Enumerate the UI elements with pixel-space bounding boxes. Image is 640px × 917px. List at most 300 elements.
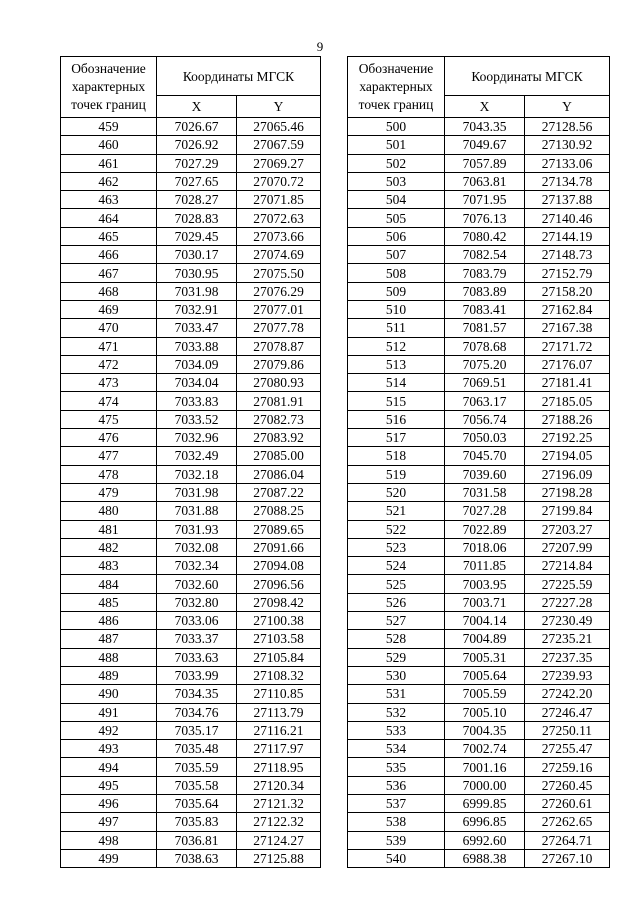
x-coordinate-cell: 7045.70 <box>445 447 525 465</box>
x-coordinate-cell: 7005.31 <box>445 648 525 666</box>
table-row <box>348 831 610 849</box>
x-coordinate-cell: 7026.67 <box>157 118 237 136</box>
x-coordinate-cell: 7035.48 <box>157 740 237 758</box>
y-coordinate-cell: 27124.27 <box>237 831 321 849</box>
table-row <box>61 520 321 538</box>
table-row <box>61 429 321 447</box>
x-coordinate-cell: 7002.74 <box>445 740 525 758</box>
point-id-cell: 497 <box>61 813 157 831</box>
point-id-cell: 484 <box>61 575 157 593</box>
y-coordinate-cell: 27188.26 <box>525 410 610 428</box>
point-id-cell: 501 <box>348 136 445 154</box>
point-id-cell: 493 <box>61 740 157 758</box>
table-row <box>61 246 321 264</box>
point-id-cell: 518 <box>348 447 445 465</box>
point-id-cell: 503 <box>348 172 445 190</box>
y-coordinate-cell: 27133.06 <box>525 154 610 172</box>
table-row <box>61 465 321 483</box>
point-id-cell: 467 <box>61 264 157 282</box>
point-id-cell: 483 <box>61 557 157 575</box>
table-row <box>348 374 610 392</box>
table-row <box>348 612 610 630</box>
table-row <box>61 831 321 849</box>
table-row <box>348 813 610 831</box>
x-coordinate-cell: 7035.17 <box>157 721 237 739</box>
table-row <box>61 648 321 666</box>
point-id-cell: 508 <box>348 264 445 282</box>
x-coordinate-cell: 6996.85 <box>445 813 525 831</box>
y-coordinate-cell: 27199.84 <box>525 502 610 520</box>
y-coordinate-cell: 27105.84 <box>237 648 321 666</box>
point-id-cell: 538 <box>348 813 445 831</box>
point-id-cell: 510 <box>348 300 445 318</box>
y-coordinate-cell: 27070.72 <box>237 172 321 190</box>
x-coordinate-cell: 7032.96 <box>157 429 237 447</box>
table-row <box>348 666 610 684</box>
point-id-cell: 500 <box>348 118 445 136</box>
table-row <box>348 172 610 190</box>
x-coordinate-cell: 7005.59 <box>445 685 525 703</box>
table-row <box>348 337 610 355</box>
table-row <box>61 374 321 392</box>
point-id-cell: 465 <box>61 227 157 245</box>
x-coordinate-cell: 7071.95 <box>445 191 525 209</box>
x-coordinate-cell: 7035.64 <box>157 794 237 812</box>
x-coordinate-cell: 7069.51 <box>445 374 525 392</box>
y-coordinate-cell: 27075.50 <box>237 264 321 282</box>
header-y-label: Y <box>525 96 610 118</box>
point-id-cell: 512 <box>348 337 445 355</box>
x-coordinate-cell: 7033.06 <box>157 612 237 630</box>
y-coordinate-cell: 27214.84 <box>525 557 610 575</box>
point-id-cell: 472 <box>61 355 157 373</box>
point-id-cell: 482 <box>61 538 157 556</box>
point-id-cell: 504 <box>348 191 445 209</box>
x-coordinate-cell: 7031.98 <box>157 282 237 300</box>
y-coordinate-cell: 27137.88 <box>525 191 610 209</box>
y-coordinate-cell: 27120.34 <box>237 776 321 794</box>
table-row <box>61 721 321 739</box>
y-coordinate-cell: 27096.56 <box>237 575 321 593</box>
table-row <box>61 191 321 209</box>
table-row <box>348 593 610 611</box>
y-coordinate-cell: 27130.92 <box>525 136 610 154</box>
table-row <box>61 136 321 154</box>
x-coordinate-cell: 7076.13 <box>445 209 525 227</box>
x-coordinate-cell: 7004.89 <box>445 630 525 648</box>
y-coordinate-cell: 27094.08 <box>237 557 321 575</box>
table-row <box>61 154 321 172</box>
y-coordinate-cell: 27255.47 <box>525 740 610 758</box>
table-row <box>61 849 321 867</box>
table-row <box>348 557 610 575</box>
point-id-cell: 495 <box>61 776 157 794</box>
y-coordinate-cell: 27085.00 <box>237 447 321 465</box>
y-coordinate-cell: 27242.20 <box>525 685 610 703</box>
point-id-cell: 532 <box>348 703 445 721</box>
x-coordinate-cell: 7031.98 <box>157 483 237 501</box>
table-row <box>348 300 610 318</box>
x-coordinate-cell: 7026.92 <box>157 136 237 154</box>
y-coordinate-cell: 27086.04 <box>237 465 321 483</box>
x-coordinate-cell: 7027.65 <box>157 172 237 190</box>
x-coordinate-cell: 7038.63 <box>157 849 237 867</box>
y-coordinate-cell: 27081.91 <box>237 392 321 410</box>
y-coordinate-cell: 27260.61 <box>525 794 610 812</box>
y-coordinate-cell: 27140.46 <box>525 209 610 227</box>
table-row <box>348 483 610 501</box>
y-coordinate-cell: 27080.93 <box>237 374 321 392</box>
point-id-cell: 516 <box>348 410 445 428</box>
y-coordinate-cell: 27088.25 <box>237 502 321 520</box>
point-id-cell: 489 <box>61 666 157 684</box>
y-coordinate-cell: 27262.65 <box>525 813 610 831</box>
table-row <box>61 630 321 648</box>
point-id-cell: 533 <box>348 721 445 739</box>
y-coordinate-cell: 27079.86 <box>237 355 321 373</box>
x-coordinate-cell: 7036.81 <box>157 831 237 849</box>
point-id-cell: 498 <box>61 831 157 849</box>
point-id-cell: 507 <box>348 246 445 264</box>
y-coordinate-cell: 27239.93 <box>525 666 610 684</box>
point-id-cell: 480 <box>61 502 157 520</box>
table-row <box>61 227 321 245</box>
x-coordinate-cell: 7035.83 <box>157 813 237 831</box>
point-id-cell: 460 <box>61 136 157 154</box>
point-id-cell: 522 <box>348 520 445 538</box>
y-coordinate-cell: 27176.07 <box>525 355 610 373</box>
point-id-cell: 502 <box>348 154 445 172</box>
y-coordinate-cell: 27077.01 <box>237 300 321 318</box>
point-id-cell: 534 <box>348 740 445 758</box>
x-coordinate-cell: 7033.37 <box>157 630 237 648</box>
table-row <box>61 575 321 593</box>
y-coordinate-cell: 27113.79 <box>237 703 321 721</box>
header-x-label: X <box>445 96 525 118</box>
table-row <box>348 191 610 209</box>
x-coordinate-cell: 7083.89 <box>445 282 525 300</box>
x-coordinate-cell: 7039.60 <box>445 465 525 483</box>
point-id-cell: 523 <box>348 538 445 556</box>
point-id-cell: 463 <box>61 191 157 209</box>
point-id-cell: 506 <box>348 227 445 245</box>
x-coordinate-cell: 7035.59 <box>157 758 237 776</box>
table-row <box>61 118 321 136</box>
x-coordinate-cell: 7004.35 <box>445 721 525 739</box>
table-row <box>61 758 321 776</box>
x-coordinate-cell: 7080.42 <box>445 227 525 245</box>
y-coordinate-cell: 27098.42 <box>237 593 321 611</box>
point-id-cell: 477 <box>61 447 157 465</box>
x-coordinate-cell: 7083.79 <box>445 264 525 282</box>
point-id-cell: 531 <box>348 685 445 703</box>
x-coordinate-cell: 7033.83 <box>157 392 237 410</box>
table-row <box>348 575 610 593</box>
y-coordinate-cell: 27071.85 <box>237 191 321 209</box>
table-row <box>348 392 610 410</box>
table-row <box>348 740 610 758</box>
table-row <box>348 154 610 172</box>
table-row <box>348 520 610 538</box>
point-id-cell: 470 <box>61 319 157 337</box>
header-y-label: Y <box>237 96 321 118</box>
point-id-cell: 540 <box>348 849 445 867</box>
table-row <box>348 703 610 721</box>
y-coordinate-cell: 27225.59 <box>525 575 610 593</box>
x-coordinate-cell: 7028.83 <box>157 209 237 227</box>
y-coordinate-cell: 27185.05 <box>525 392 610 410</box>
x-coordinate-cell: 7034.35 <box>157 685 237 703</box>
x-coordinate-cell: 7005.10 <box>445 703 525 721</box>
y-coordinate-cell: 27148.73 <box>525 246 610 264</box>
y-coordinate-cell: 27087.22 <box>237 483 321 501</box>
point-id-cell: 464 <box>61 209 157 227</box>
point-id-cell: 519 <box>348 465 445 483</box>
table-row <box>348 685 610 703</box>
x-coordinate-cell: 7032.08 <box>157 538 237 556</box>
x-coordinate-cell: 7063.81 <box>445 172 525 190</box>
y-coordinate-cell: 27076.29 <box>237 282 321 300</box>
table-row <box>348 118 610 136</box>
point-id-cell: 471 <box>61 337 157 355</box>
point-id-cell: 499 <box>61 849 157 867</box>
y-coordinate-cell: 27116.21 <box>237 721 321 739</box>
point-id-cell: 492 <box>61 721 157 739</box>
header-point-label: Обозначение характерных точек границ <box>348 57 445 118</box>
table-row <box>61 538 321 556</box>
x-coordinate-cell: 7032.34 <box>157 557 237 575</box>
y-coordinate-cell: 27207.99 <box>525 538 610 556</box>
table-row <box>348 776 610 794</box>
point-id-cell: 491 <box>61 703 157 721</box>
table-row <box>348 264 610 282</box>
point-id-cell: 478 <box>61 465 157 483</box>
y-coordinate-cell: 27250.11 <box>525 721 610 739</box>
x-coordinate-cell: 6992.60 <box>445 831 525 849</box>
point-id-cell: 473 <box>61 374 157 392</box>
y-coordinate-cell: 27128.56 <box>525 118 610 136</box>
x-coordinate-cell: 7004.14 <box>445 612 525 630</box>
y-coordinate-cell: 27122.32 <box>237 813 321 831</box>
y-coordinate-cell: 27196.09 <box>525 465 610 483</box>
y-coordinate-cell: 27110.85 <box>237 685 321 703</box>
y-coordinate-cell: 27246.47 <box>525 703 610 721</box>
x-coordinate-cell: 7000.00 <box>445 776 525 794</box>
y-coordinate-cell: 27073.66 <box>237 227 321 245</box>
point-id-cell: 485 <box>61 593 157 611</box>
x-coordinate-cell: 7003.95 <box>445 575 525 593</box>
table-row <box>61 612 321 630</box>
table-row <box>61 447 321 465</box>
table-row <box>61 300 321 318</box>
x-coordinate-cell: 6988.38 <box>445 849 525 867</box>
y-coordinate-cell: 27230.49 <box>525 612 610 630</box>
x-coordinate-cell: 7032.91 <box>157 300 237 318</box>
point-id-cell: 496 <box>61 794 157 812</box>
y-coordinate-cell: 27171.72 <box>525 337 610 355</box>
x-coordinate-cell: 7034.09 <box>157 355 237 373</box>
point-id-cell: 505 <box>348 209 445 227</box>
x-coordinate-cell: 7001.16 <box>445 758 525 776</box>
y-coordinate-cell: 27089.65 <box>237 520 321 538</box>
x-coordinate-cell: 7003.71 <box>445 593 525 611</box>
point-id-cell: 515 <box>348 392 445 410</box>
table-row <box>348 447 610 465</box>
y-coordinate-cell: 27134.78 <box>525 172 610 190</box>
y-coordinate-cell: 27144.19 <box>525 227 610 245</box>
table-row <box>348 758 610 776</box>
point-id-cell: 527 <box>348 612 445 630</box>
table-row <box>348 794 610 812</box>
point-id-cell: 479 <box>61 483 157 501</box>
table-row <box>348 227 610 245</box>
page-number: 9 <box>316 39 324 54</box>
point-id-cell: 487 <box>61 630 157 648</box>
table-row <box>61 209 321 227</box>
x-coordinate-cell: 7049.67 <box>445 136 525 154</box>
y-coordinate-cell: 27237.35 <box>525 648 610 666</box>
x-coordinate-cell: 7033.99 <box>157 666 237 684</box>
point-id-cell: 468 <box>61 282 157 300</box>
y-coordinate-cell: 27198.28 <box>525 483 610 501</box>
x-coordinate-cell: 7035.58 <box>157 776 237 794</box>
y-coordinate-cell: 27235.21 <box>525 630 610 648</box>
point-id-cell: 469 <box>61 300 157 318</box>
y-coordinate-cell: 27158.20 <box>525 282 610 300</box>
y-coordinate-cell: 27167.38 <box>525 319 610 337</box>
point-id-cell: 520 <box>348 483 445 501</box>
y-coordinate-cell: 27083.92 <box>237 429 321 447</box>
header-x-label: X <box>157 96 237 118</box>
point-id-cell: 488 <box>61 648 157 666</box>
x-coordinate-cell: 7011.85 <box>445 557 525 575</box>
point-id-cell: 474 <box>61 392 157 410</box>
header-point-label: Обозначение характерных точек границ <box>61 57 157 118</box>
table-row <box>348 849 610 867</box>
y-coordinate-cell: 27181.41 <box>525 374 610 392</box>
x-coordinate-cell: 7057.89 <box>445 154 525 172</box>
point-id-cell: 539 <box>348 831 445 849</box>
table-row <box>61 172 321 190</box>
x-coordinate-cell: 7033.52 <box>157 410 237 428</box>
table-row <box>61 557 321 575</box>
point-id-cell: 486 <box>61 612 157 630</box>
x-coordinate-cell: 7032.60 <box>157 575 237 593</box>
y-coordinate-cell: 27103.58 <box>237 630 321 648</box>
point-id-cell: 517 <box>348 429 445 447</box>
table-row <box>61 776 321 794</box>
table-row <box>348 246 610 264</box>
x-coordinate-cell: 7033.88 <box>157 337 237 355</box>
table-row <box>61 319 321 337</box>
table-row <box>61 355 321 373</box>
y-coordinate-cell: 27078.87 <box>237 337 321 355</box>
y-coordinate-cell: 27194.05 <box>525 447 610 465</box>
y-coordinate-cell: 27082.73 <box>237 410 321 428</box>
x-coordinate-cell: 7030.17 <box>157 246 237 264</box>
table-row <box>348 630 610 648</box>
table-row <box>61 813 321 831</box>
point-id-cell: 462 <box>61 172 157 190</box>
point-id-cell: 529 <box>348 648 445 666</box>
y-coordinate-cell: 27100.38 <box>237 612 321 630</box>
x-coordinate-cell: 7031.58 <box>445 483 525 501</box>
x-coordinate-cell: 7028.27 <box>157 191 237 209</box>
y-coordinate-cell: 27118.95 <box>237 758 321 776</box>
x-coordinate-cell: 7083.41 <box>445 300 525 318</box>
x-coordinate-cell: 7031.88 <box>157 502 237 520</box>
y-coordinate-cell: 27264.71 <box>525 831 610 849</box>
table-row <box>348 465 610 483</box>
x-coordinate-cell: 7063.17 <box>445 392 525 410</box>
table-row <box>61 483 321 501</box>
x-coordinate-cell: 7082.54 <box>445 246 525 264</box>
table-row <box>348 429 610 447</box>
point-id-cell: 475 <box>61 410 157 428</box>
table-row <box>348 355 610 373</box>
x-coordinate-cell: 7027.29 <box>157 154 237 172</box>
point-id-cell: 481 <box>61 520 157 538</box>
y-coordinate-cell: 27117.97 <box>237 740 321 758</box>
point-id-cell: 521 <box>348 502 445 520</box>
point-id-cell: 524 <box>348 557 445 575</box>
table-body-left <box>61 118 321 868</box>
table-row <box>61 703 321 721</box>
coordinates-table-right <box>347 56 610 868</box>
y-coordinate-cell: 27267.10 <box>525 849 610 867</box>
table-row <box>348 319 610 337</box>
point-id-cell: 509 <box>348 282 445 300</box>
y-coordinate-cell: 27091.66 <box>237 538 321 556</box>
point-id-cell: 513 <box>348 355 445 373</box>
y-coordinate-cell: 27259.16 <box>525 758 610 776</box>
point-id-cell: 535 <box>348 758 445 776</box>
x-coordinate-cell: 7031.93 <box>157 520 237 538</box>
table-row <box>348 282 610 300</box>
x-coordinate-cell: 7078.68 <box>445 337 525 355</box>
y-coordinate-cell: 27067.59 <box>237 136 321 154</box>
point-id-cell: 511 <box>348 319 445 337</box>
x-coordinate-cell: 7033.63 <box>157 648 237 666</box>
x-coordinate-cell: 7030.95 <box>157 264 237 282</box>
y-coordinate-cell: 27072.63 <box>237 209 321 227</box>
table-row <box>61 337 321 355</box>
point-id-cell: 476 <box>61 429 157 447</box>
point-id-cell: 528 <box>348 630 445 648</box>
table-row <box>348 410 610 428</box>
table-row <box>348 502 610 520</box>
x-coordinate-cell: 7033.47 <box>157 319 237 337</box>
point-id-cell: 526 <box>348 593 445 611</box>
table-row <box>61 282 321 300</box>
y-coordinate-cell: 27077.78 <box>237 319 321 337</box>
x-coordinate-cell: 7081.57 <box>445 319 525 337</box>
y-coordinate-cell: 27152.79 <box>525 264 610 282</box>
x-coordinate-cell: 7043.35 <box>445 118 525 136</box>
table-row <box>61 794 321 812</box>
point-id-cell: 494 <box>61 758 157 776</box>
y-coordinate-cell: 27125.88 <box>237 849 321 867</box>
y-coordinate-cell: 27203.27 <box>525 520 610 538</box>
x-coordinate-cell: 6999.85 <box>445 794 525 812</box>
x-coordinate-cell: 7034.76 <box>157 703 237 721</box>
point-id-cell: 525 <box>348 575 445 593</box>
point-id-cell: 466 <box>61 246 157 264</box>
table-row <box>61 666 321 684</box>
table-row <box>61 502 321 520</box>
header-coords-label: Координаты МГСК <box>445 57 610 96</box>
table-row <box>61 392 321 410</box>
